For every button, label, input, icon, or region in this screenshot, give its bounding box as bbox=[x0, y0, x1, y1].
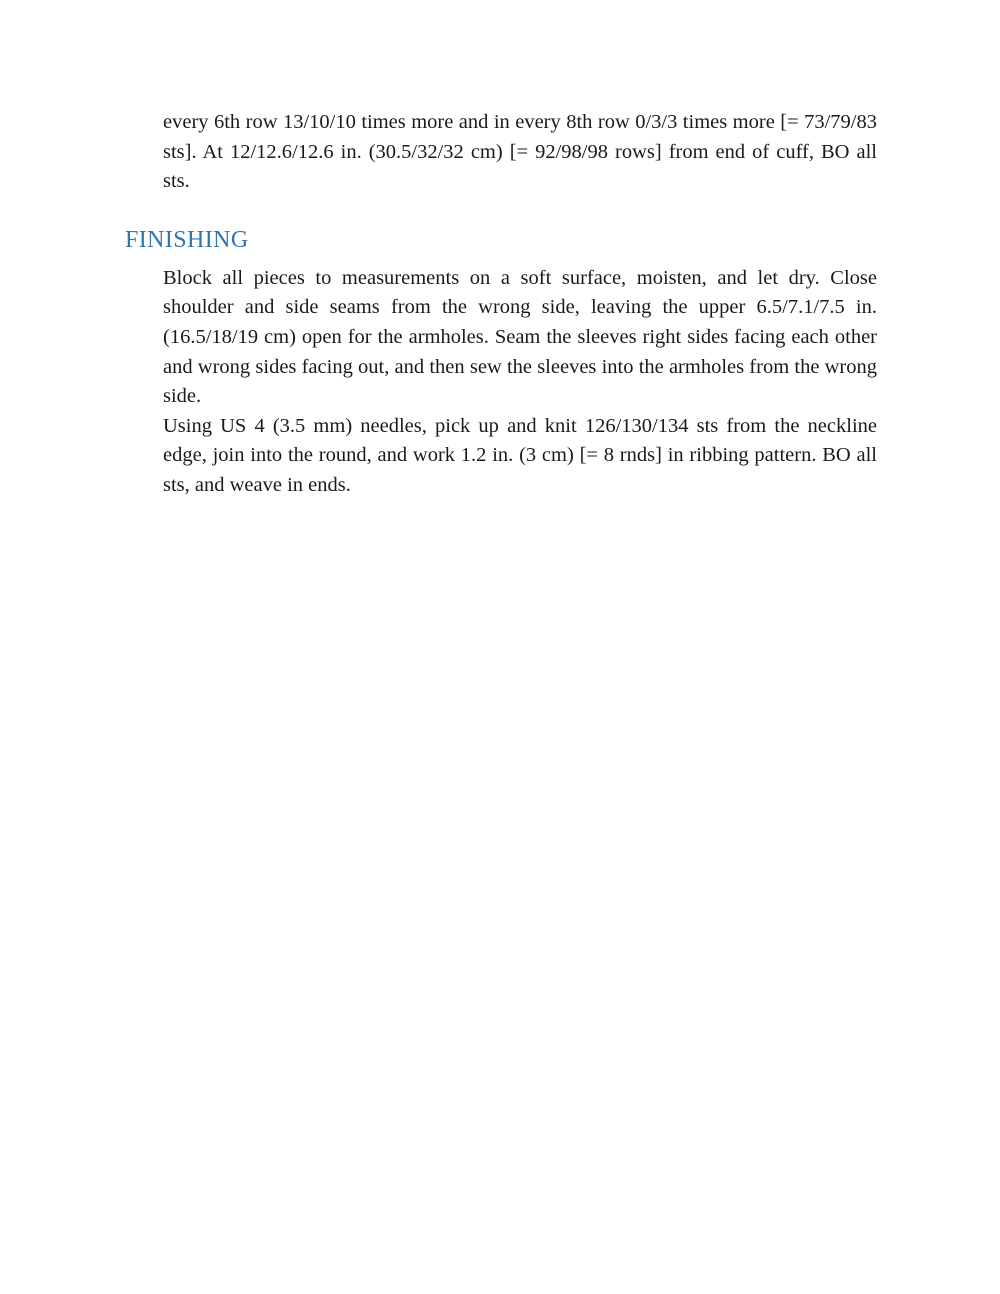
page-content bbox=[125, 108, 877, 501]
paragraph-finishing-neckband: Using US 4 (3.5 mm) needles, pick up and knit 126/130/134 sts from the neckline edge, join into the round, and work 1.2 in. (3 cm) [= 8 rnds] in ribbing pattern. BO all sts, and weave in ends. bbox=[163, 414, 877, 496]
paragraph-finishing-blocking: Block all pieces to measurements on a soft surface, moisten, and let dry. Close shoulder and side seams from the wrong side, leaving the upper 6.5/7.1/7.5 in. (16.5/18/19 cm) open for the armholes. Seam the sleeves right sides facing each other and wrong sides facing out, and then sew the sleeves into the armholes from the wrong side. bbox=[163, 266, 877, 408]
section-heading-finishing: FINISHING bbox=[125, 226, 249, 253]
paragraph-sleeve-continuation: every 6th row 13/10/10 times more and in every 8th row 0/3/3 times more [= 73/79/83 sts]. At 12/12.6/12.6 in. (30.5/32/32 cm) [= 92/98/98 rows] from end of cuff, BO all sts. bbox=[163, 111, 877, 193]
spacer bbox=[125, 254, 877, 264]
spacer bbox=[125, 197, 877, 227]
